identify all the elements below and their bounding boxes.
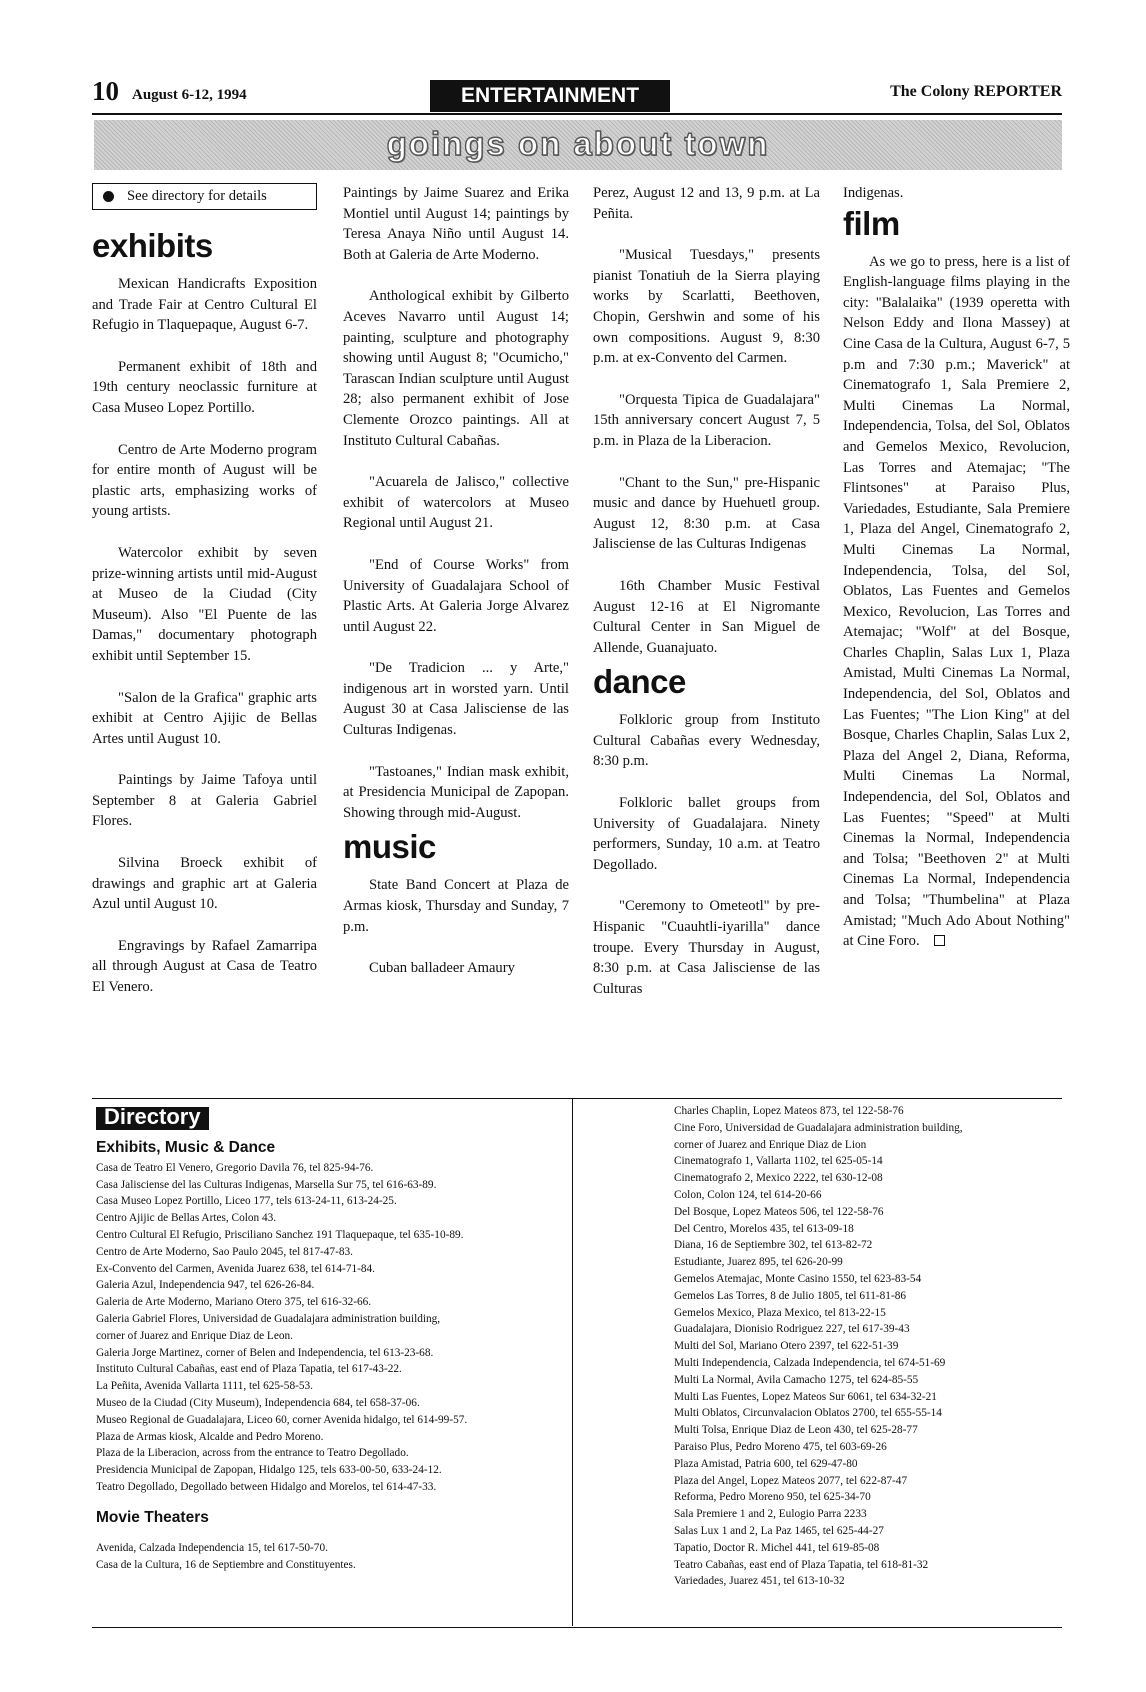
film-listing (843, 252, 1070, 952)
list-item: Cine Foro, Universidad de Guadalajara administration building, (674, 1121, 963, 1134)
exhibits-music-dance-heading: Exhibits, Music & Dance (96, 1138, 276, 1156)
list-item: Charles Chaplin, Lopez Mateos 873, tel 122-58-76 (674, 1105, 904, 1117)
listing-item: Silvina Broeck exhibit of drawings and graphic art at Galeria Azul until August 10. (92, 855, 317, 913)
list-item: Casa de Teatro El Venero, Gregorio Davila 76, tel 825-94-76. (96, 1161, 374, 1174)
list-item: Galeria Azul, Independencia 947, tel 626-26-84. (96, 1279, 315, 1292)
exhibits-heading: exhibits (92, 227, 213, 264)
list-item: Casa de la Cultura, 16 de Septiembre and Constituyentes. (96, 1558, 356, 1571)
list-item: Galeria Gabriel Flores, Universidad de Guadalajara administration building, (96, 1312, 441, 1325)
listing-item: Folkloric group from Instituto Cultural Cabañas every Wednesday, 8:30 p.m. (593, 712, 820, 770)
list-item: Del Centro, Morelos 435, tel 613-09-18 (674, 1222, 854, 1235)
movie-theater-list (674, 1103, 1060, 1590)
movie-theaters-heading: Movie Theaters (96, 1508, 209, 1526)
directory-box (92, 1098, 1062, 1628)
list-item: Centro de Arte Moderno, Sao Paulo 2045, tel 817-47-83. (96, 1245, 353, 1258)
film-heading: film (843, 204, 900, 242)
list-item: Guadalajara, Dionisio Rodriguez 227, tel 617-39-43 (674, 1323, 910, 1336)
list-item: Casa Jalisciense del las Culturas Indigenas, Marsella Sur 75, tel 616-63-89. (96, 1178, 437, 1191)
column-music-dance (593, 183, 820, 1020)
listing-item: Perez, August 12 and 13, 9 p.m. at La Peñita. (593, 185, 820, 222)
listing-item: "Tastoanes," Indian mask exhibit, at Presidencia Municipal de Zapopan. Showing through mid-August. (343, 763, 569, 821)
list-item: Tapatio, Doctor R. Michel 441, tel 619-85-08 (674, 1541, 880, 1554)
list-item: La Peñita, Avenida Vallarta 1111, tel 625-58-53. (96, 1380, 313, 1393)
list-item: Diana, 16 de Septiembre 302, tel 613-82-72 (674, 1239, 873, 1252)
listing-item: Watercolor exhibit by seven prize-winning artists until mid-August at Museo de la Ciudad (City Museum). Also "El Puente de las Damas," documentary photograph exhibit until September 15. (92, 544, 317, 664)
see-directory-note (92, 183, 317, 210)
list-item: Colon, Colon 124, tel 614-20-66 (674, 1188, 822, 1201)
listing-item: "Ceremony to Ometeotl" by pre-Hispanic "Cuauhtli-iyarilla" dance troupe. Every Thursday in August, 8:30 p.m. at Casa Jalisciense de las Culturas (593, 898, 820, 997)
list-item: Estudiante, Juarez 895, tel 626-20-99 (674, 1256, 843, 1269)
list-item: Instituto Cultural Cabañas, east end of Plaza Tapatia, tel 617-43-22. (96, 1363, 402, 1376)
list-item: Presidencia Municipal de Zapopan, Hidalgo 125, tels 633-00-50, 633-24-12. (96, 1464, 442, 1477)
see-directory-text: See directory for details (127, 188, 267, 204)
listing-item: "End of Course Works" from University of Guadalajara School of Plastic Arts. At Galeria Jorge Alvarez until August 22. (343, 556, 569, 635)
directory-right (674, 1103, 1060, 1590)
list-item: Centro Ajijic de Bellas Artes, Colon 43. (96, 1212, 277, 1225)
list-item: Galeria Jorge Martinez, corner of Belen and Independencia, tel 613-23-68. (96, 1346, 434, 1359)
listing-item: "Chant to the Sun," pre-Hispanic music and dance by Huehuetl group. August 12, 8:30 p.m. at Casa Jalisciense de las Culturas Indigenas (593, 474, 820, 553)
listing-item: Anthological exhibit by Gilberto Aceves Navarro until August 14; painting, sculpture and photography showing until August 8; "Ocumicho," Tarascan Indian sculpture until August 28; also permanent exhibit of Jose Clemente Orozco paintings. All at Instituto Cultural Cabañas. (343, 288, 569, 449)
list-item: Multi Las Fuentes, Lopez Mateos Sur 6061, tel 634-32-21 (674, 1390, 937, 1403)
list-item: Gemelos Mexico, Plaza Mexico, tel 813-22-15 (674, 1306, 886, 1319)
listing-item: Cuban balladeer Amaury (369, 960, 515, 977)
list-item: Cinematografo 2, Mexico 2222, tel 630-12-08 (674, 1172, 883, 1185)
end-mark-icon (934, 935, 945, 946)
list-item: Multi Independencia, Calzada Independencia, tel 674-51-69 (674, 1356, 946, 1369)
masthead: The Colony REPORTER (890, 83, 1062, 100)
listing-item: Paintings by Jaime Suarez and Erika Montiel until August 14; paintings by Teresa Anaya Niño until August 14. Both at Galeria de Arte Moderno. (343, 185, 569, 263)
listing-item: "Salon de la Grafica" graphic arts exhibit at Centro Ajijic de Bellas Artes until August 10. (92, 689, 317, 747)
listing-item: "Musical Tuesdays," presents pianist Tonatiuh de la Sierra playing works by Scarlatti, Beethoven, Chopin, Gershwin and some of his own compositions. August 9, 8:30 p.m. at ex-Convento del Carmen. (593, 247, 820, 367)
list-item: Avenida, Calzada Independencia 15, tel 617-50-70. (96, 1541, 328, 1554)
column-exhibits-continued (343, 183, 569, 1000)
listing-item: Permanent exhibit of 18th and 19th century neoclassic furniture at Casa Museo Lopez Portillo. (92, 358, 317, 416)
banner-title: goings on about town (386, 125, 770, 162)
column-film (843, 183, 1070, 952)
list-item: Multi Tolsa, Enrique Diaz de Leon 430, tel 625-28-77 (674, 1424, 918, 1437)
list-item: Salas Lux 1 and 2, La Paz 1465, tel 625-44-27 (674, 1524, 884, 1537)
listing-item: Mexican Handicrafts Exposition and Trade Fair at Centro Cultural El Refugio in Tlaquepaque, August 6-7. (92, 276, 317, 334)
film-listing-text: As we go to press, here is a list of English-language films playing in the city: "Balalaika" (1939 operetta with Nelson Eddy and Ilona Massey) at Cine Casa de la Cultura, August 6-7, 5 p.m and 7:30 p.m.; Maverick" at Cinematografo 1, Sala Premiere 2, Multi Cinemas La Normal, Independencia, Tolsa, del Sol, Oblatos and Gemelos Mexico, Revolucion, Las Torres and Atemajac; "The Flintsones" at Paraiso Plus, Variedades, Estudiante, Sala Premiere 1, Plaza del Angel, Cinematografo 2, Multi Cinemas La Normal, Independencia, Tolsa, del Sol, Oblatos, Las Fuentes and Gemelos Mexico, Revolucion, Las Torres and Atemajac; "Wolf" at del Bosque, Charles Chaplin, Salas Lux 1, Plaza Amistad, Multi Cinemas La Normal, Independencia, del Sol, Oblatos and Las Fuentes; "The Lion King" at del Bosque, Charles Chaplin, Salas Lux 2, Plaza del Angel 2, Diana, Reforma, Multi Cinemas La Normal, Independencia, del Sol, Oblatos and Las Fuentes; "Speed" at Multi Cinemas la Normal, Independencia and Tolsa; "Beethoven 2" at Multi Cinemas La Normal, Independencia and Tolsa; "Thumbelina" at Plaza Amistad; "Much Ado About Nothing" at Cine Foro. (843, 253, 1070, 950)
page-header (92, 76, 1062, 112)
listing-item: Paintings by Jaime Tafoya until September 8 at Galeria Gabriel Flores. (92, 772, 317, 830)
listing-item: State Band Concert at Plaza de Armas kiosk, Thursday and Sunday, 7 p.m. (343, 877, 569, 935)
issue-date: August 6-12, 1994 (132, 87, 247, 103)
list-item: Gemelos Atemajac, Monte Casino 1550, tel 623-83-54 (674, 1272, 922, 1285)
listing-item: "De Tradicion ... y Arte," indigenous art in worsted yarn. Until August 30 at Casa Jalisciense de las Culturas Indigenas. (343, 660, 569, 739)
list-item: Reforma, Pedro Moreno 950, tel 625-34-70 (674, 1491, 871, 1504)
list-item: Plaza de la Liberacion, across from the entrance to Teatro Degollado. (96, 1447, 409, 1460)
page-number: 10 (92, 76, 119, 106)
list-item: Del Bosque, Lopez Mateos 506, tel 122-58-76 (674, 1205, 884, 1218)
list-item: Multi La Normal, Avila Camacho 1275, tel 624-85-55 (674, 1373, 919, 1386)
listing-item: "Acuarela de Jalisco," collective exhibit of watercolors at Museo Regional until August 21. (343, 474, 569, 532)
music-heading: music (343, 828, 436, 866)
list-item: Variedades, Juarez 451, tel 613-10-32 (674, 1575, 845, 1588)
list-item: Plaza Amistad, Patria 600, tel 629-47-80 (674, 1457, 858, 1470)
list-item: corner of Juarez and Enrique Diaz de Lion (674, 1138, 867, 1151)
directory-divider (572, 1098, 573, 1626)
listing-item: 16th Chamber Music Festival August 12-16 at El Nigromante Cultural Center in San Miguel de Allende, Guanajuato. (593, 577, 820, 656)
list-item: Teatro Cabañas, east end of Plaza Tapatia, tel 618-81-32 (674, 1558, 929, 1571)
listing-item: "Orquesta Tipica de Guadalajara" 15th anniversary concert August 7, 5 p.m. in Plaza de la Liberacion. (593, 391, 820, 449)
list-item: Galeria de Arte Moderno, Mariano Otero 375, tel 616-32-66. (96, 1296, 372, 1309)
list-item: Teatro Degollado, Degollado between Hidalgo and Morelos, tel 614-47-33. (96, 1480, 437, 1493)
list-item: corner of Juarez and Enrique Diaz de Leon. (96, 1329, 293, 1342)
dance-heading: dance (593, 663, 686, 701)
list-item: Museo Regional de Guadalajara, Liceo 60, corner Avenida hidalgo, tel 614-99-57. (96, 1413, 468, 1426)
section-title: ENTERTAINMENT (430, 80, 670, 112)
list-item: Centro Cultural El Refugio, Prisciliano Sanchez 191 Tlaquepaque, tel 635-10-89. (96, 1228, 464, 1241)
list-item: Multi del Sol, Mariano Otero 2397, tel 622-51-39 (674, 1340, 899, 1353)
list-item: Cinematografo 1, Vallarta 1102, tel 625-05-14 (674, 1155, 883, 1168)
list-item: Ex-Convento del Carmen, Avenida Juarez 638, tel 614-71-84. (96, 1262, 376, 1275)
directory-title: Directory (96, 1107, 209, 1130)
header-rule (92, 113, 1062, 115)
listing-item: Engravings by Rafael Zamarripa all through August at Casa de Teatro El Venero. (92, 937, 317, 996)
section-banner (94, 120, 1062, 170)
bullet-icon (103, 191, 114, 202)
list-item: Multi Oblatos, Circunvalacion Oblatos 2700, tel 655-55-14 (674, 1407, 942, 1420)
list-item: Casa Museo Lopez Portillo, Liceo 177, tels 613-24-11, 613-24-25. (96, 1195, 397, 1208)
list-item: Gemelos Las Torres, 8 de Julio 1805, tel 611-81-86 (674, 1289, 907, 1302)
list-item: Sala Premiere 1 and 2, Eulogio Parra 2233 (674, 1508, 867, 1521)
listing-item: Centro de Arte Moderno program for entire month of August will be plastic arts, emphasizing works of young artists. (92, 441, 317, 520)
list-item: Plaza del Angel, Lopez Mateos 2077, tel 622-87-47 (674, 1474, 908, 1487)
listing-item: Folkloric ballet groups from University of Guadalajara. Ninety performers, Sunday, 10 a.m. at Teatro Degollado. (593, 795, 820, 873)
list-item: Paraiso Plus, Pedro Moreno 475, tel 603-69-26 (674, 1440, 887, 1453)
list-item: Museo de la Ciudad (City Museum), Independencia 684, tel 658-37-06. (96, 1396, 420, 1409)
list-item: Plaza de Armas kiosk, Alcalde and Pedro Moreno. (96, 1430, 324, 1443)
column-exhibits (92, 183, 317, 1019)
listing-item: Indigenas. (843, 185, 904, 201)
